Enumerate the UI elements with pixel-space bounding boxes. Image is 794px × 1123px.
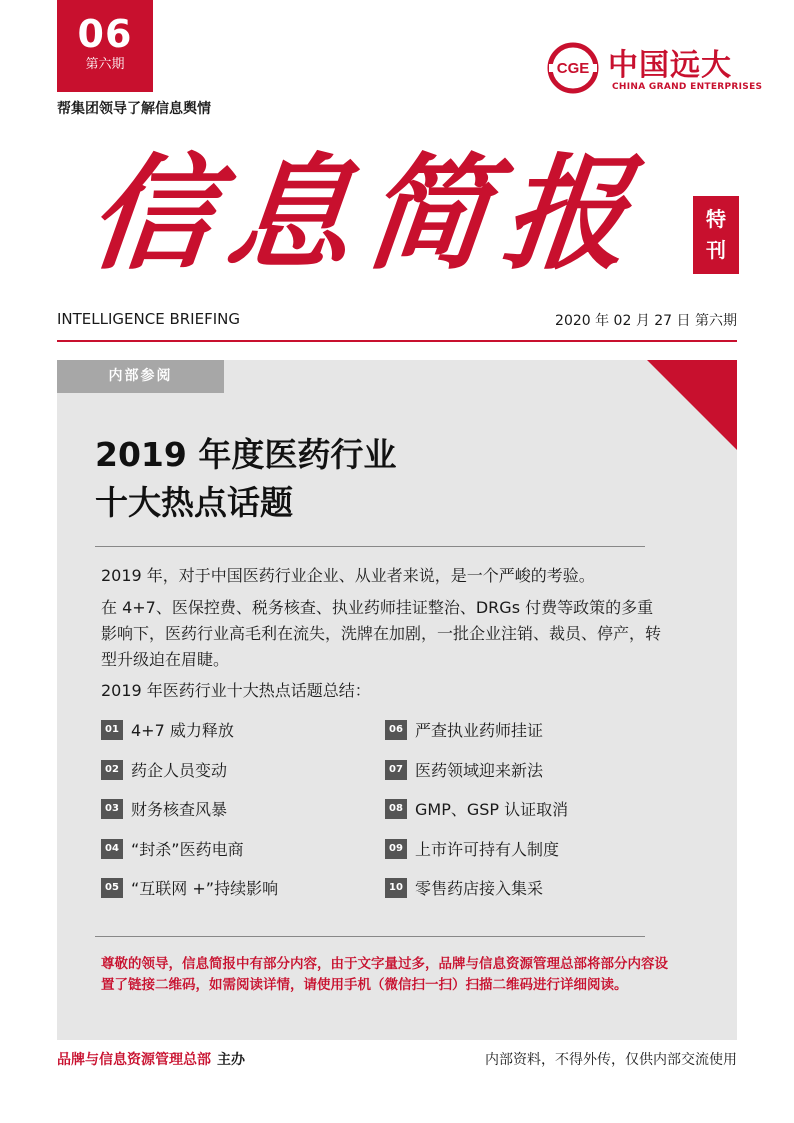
topic-number: 03	[101, 799, 123, 819]
qr-code-notice: 尊敬的领导，信息简报中有部分内容，由于文字量过多，品牌与信息资源管理总部将部分内容设置了链接二维码，如需阅读详情，请使用手机（微信扫一扫）扫描二维码进行详细阅读。	[101, 956, 668, 993]
intro-paragraph-1: 2019 年，对于中国医药行业企业、从业者来说，是一个严峻的考验。	[101, 566, 595, 585]
content-panel	[57, 360, 737, 1040]
logo-name-cn: 中国远大	[608, 48, 732, 83]
topic-number: 02	[101, 760, 123, 780]
topic-number: 04	[101, 839, 123, 859]
topic-label: “封杀”医药电商	[131, 840, 244, 859]
issue-number: 06	[77, 12, 133, 56]
topic-item	[385, 797, 568, 821]
topic-number: 01	[101, 720, 123, 740]
topic-label: 零售药店接入集采	[415, 879, 544, 898]
special-edition-badge	[693, 196, 739, 274]
topic-item	[385, 758, 543, 782]
topic-item	[101, 876, 278, 900]
topic-label: “互联网 +”持续影响	[131, 879, 279, 898]
topic-item	[385, 837, 559, 861]
topic-number: 08	[385, 799, 407, 819]
article-title-line1: 2019 年度医药行业	[95, 435, 397, 474]
corner-triangle	[647, 360, 737, 450]
topic-number: 07	[385, 760, 407, 780]
panel-divider-bottom	[95, 936, 645, 937]
topic-label: 财务核查风暴	[131, 800, 228, 819]
topic-label: 药企人员变动	[131, 761, 228, 780]
footer-confidential-note: 内部资料，不得外传，仅供内部交流使用	[485, 1052, 737, 1068]
topic-number: 10	[385, 878, 407, 898]
topic-item	[101, 797, 227, 821]
topic-number: 05	[101, 878, 123, 898]
footer-organizer	[57, 1049, 245, 1069]
topic-item	[385, 876, 543, 900]
topic-item	[101, 837, 244, 861]
briefing-date-issue: 2020 年 02 月 27 日 第六期	[555, 313, 737, 329]
topic-number: 09	[385, 839, 407, 859]
topic-label: 4+7 威力释放	[131, 721, 234, 740]
internal-reference-tab: 内部参阅	[57, 360, 224, 393]
topic-item	[385, 718, 543, 742]
topic-number: 06	[385, 720, 407, 740]
header-divider	[57, 340, 737, 342]
topic-item	[101, 718, 234, 742]
panel-divider-top	[95, 546, 645, 547]
issue-label: 第六期	[85, 57, 125, 72]
topic-label: 严查执业药师挂证	[415, 721, 544, 740]
intro-paragraph-2: 在 4+7、医保控费、税务核查、执业药师挂证整治、DRGs 付费等政策的多重影响下，医药行业高毛利在流失，洗牌在加剧，一批企业注销、裁员、停产，转型升级迫在眉睫。	[101, 598, 662, 669]
special-char-2: 刊	[706, 238, 726, 262]
special-char-1: 特	[706, 207, 726, 231]
topic-label: 医药领域迎来新法	[415, 761, 544, 780]
svg-text:CGE: CGE	[556, 60, 590, 77]
host-label: 主办	[217, 1052, 245, 1068]
cge-logo-icon	[547, 42, 599, 94]
tagline: 帮集团领导了解信息舆情	[57, 101, 211, 117]
topic-label: 上市许可持有人制度	[415, 840, 560, 859]
organizer-name: 品牌与信息资源管理总部	[57, 1052, 211, 1068]
masthead-title: 信息简报	[82, 142, 650, 287]
topic-label: GMP、GSP 认证取消	[415, 800, 569, 819]
issue-badge	[57, 0, 153, 92]
topics-summary-heading: 2019 年医药行业十大热点话题总结：	[101, 681, 371, 700]
article-title-line2: 十大热点话题	[95, 483, 293, 522]
topic-item	[101, 758, 227, 782]
briefing-english-name: INTELLIGENCE BRIEFING	[57, 310, 240, 328]
logo-name-en: CHINA GRAND ENTERPRISES	[612, 82, 763, 92]
